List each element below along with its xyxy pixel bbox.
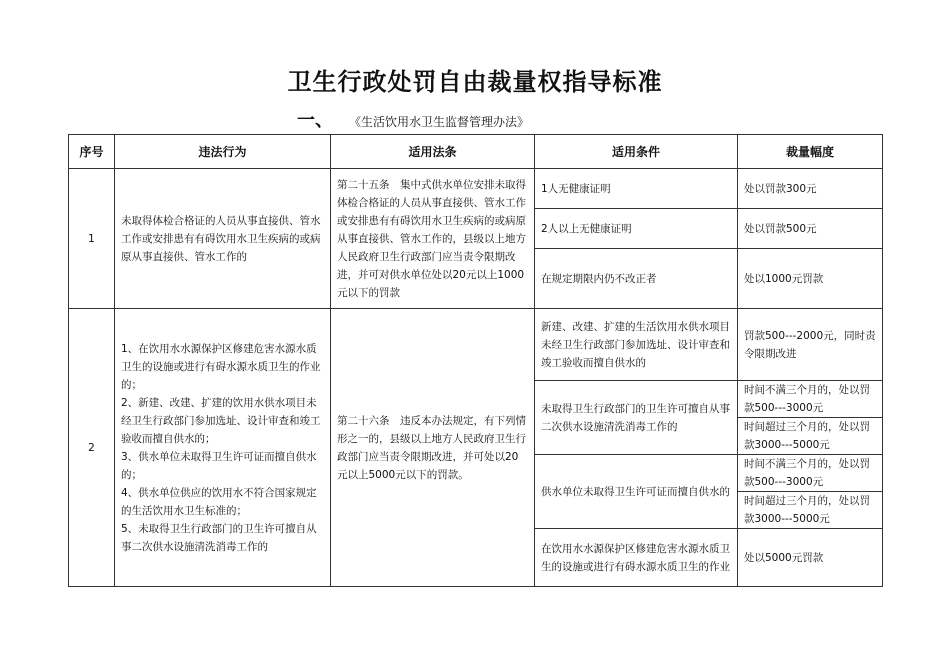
row1-penalty-3: 处以1000元罚款: [738, 249, 883, 309]
row1-condition-3: 在规定期限内仍不改正者: [535, 249, 738, 309]
row2-penalty-2b: 时间超过三个月的，处以罚款3000---5000元: [738, 418, 883, 455]
row2-violation-1: 1、在饮用水水源保护区修建危害水源水质卫生的设施或进行有碍水源水质卫生的作业的；: [121, 342, 321, 391]
section-name: 《生活饮用水卫生监督管理办法》: [349, 115, 530, 129]
penalty-standard-table: [68, 134, 883, 587]
row2-violation-4: 4、供水单位供应的饮用水不符合国家规定的生活饮用水卫生标准的；: [121, 486, 317, 517]
row2-condition-4: 在饮用水水源保护区修建危害水源水质卫生的设施或进行有碍水源水质卫生的作业: [535, 529, 738, 587]
table-row: [69, 169, 883, 209]
row1-condition-2: 2人以上无健康证明: [535, 209, 738, 249]
page-title: 卫生行政处罚自由裁量权指导标准: [287, 68, 663, 96]
row2-violation-2: 2、新建、改建、扩建的饮用水供水项目未经卫生行政部门参加选址、设计审查和竣工验收而擅自供水的；: [121, 396, 321, 445]
header-violation: 违法行为: [115, 135, 331, 169]
section-number: 一、: [297, 110, 333, 131]
row2-violations: [115, 309, 331, 587]
row1-law: 第二十五条 集中式供水单位安排未取得体检合格证的人员从事直接供、管水工作或安排患有有碍饮用水卫生疾病的或病原从事直接供、管水工作的，县级以上地方人民政府卫生行政部门应当责令限期改进，并可对供水单位处以20元以上1000元以下的罚款: [331, 169, 535, 309]
row2-condition-1: 新建、改建、扩建的生活饮用水供水项目未经卫生行政部门参加选址、设计审查和竣工验收而擅自供水的: [535, 309, 738, 381]
header-no: 序号: [69, 135, 115, 169]
row1-penalty-2: 处以罚款500元: [738, 209, 883, 249]
row2-penalty-1: 罚款500---2000元，同时责令限期改进: [738, 309, 883, 381]
row2-penalty-3b: 时间超过三个月的，处以罚款3000---5000元: [738, 492, 883, 529]
row2-condition-2: 未取得卫生行政部门的卫生许可擅自从事二次供水设施清洗消毒工作的: [535, 381, 738, 455]
row2-condition-3: 供水单位未取得卫生许可证而擅自供水的: [535, 455, 738, 529]
table-row: [69, 309, 883, 381]
header-penalty: 裁量幅度: [738, 135, 883, 169]
row2-no: 2: [69, 309, 115, 587]
header-law: 适用法条: [331, 135, 535, 169]
row2-penalty-3a: 时间不满三个月的，处以罚款500---3000元: [738, 455, 883, 492]
row2-penalty-2a: 时间不满三个月的，处以罚款500---3000元: [738, 381, 883, 418]
row1-no: 1: [69, 169, 115, 309]
table-header-row: [69, 135, 883, 169]
row2-violation-3: 3、供水单位未取得卫生许可证而擅自供水的；: [121, 450, 317, 481]
section-heading: [297, 106, 529, 132]
row1-condition-1: 1人无健康证明: [535, 169, 738, 209]
row1-violation: 未取得体检合格证的人员从事直接供、管水工作或安排患有有碍饮用水卫生疾病的或病原从事直接供、管水工作的: [115, 169, 331, 309]
row2-violation-5: 5、未取得卫生行政部门的卫生许可擅自从事二次供水设施清洗消毒工作的: [121, 522, 317, 553]
row2-law: 第二十六条 违反本办法规定，有下列情形之一的，县级以上地方人民政府卫生行政部门应当责令限期改进，并可处以20元以上5000元以下的罚款。: [331, 309, 535, 587]
row2-penalty-4: 处以5000元罚款: [738, 529, 883, 587]
row1-penalty-1: 处以罚款300元: [738, 169, 883, 209]
header-condition: 适用条件: [535, 135, 738, 169]
